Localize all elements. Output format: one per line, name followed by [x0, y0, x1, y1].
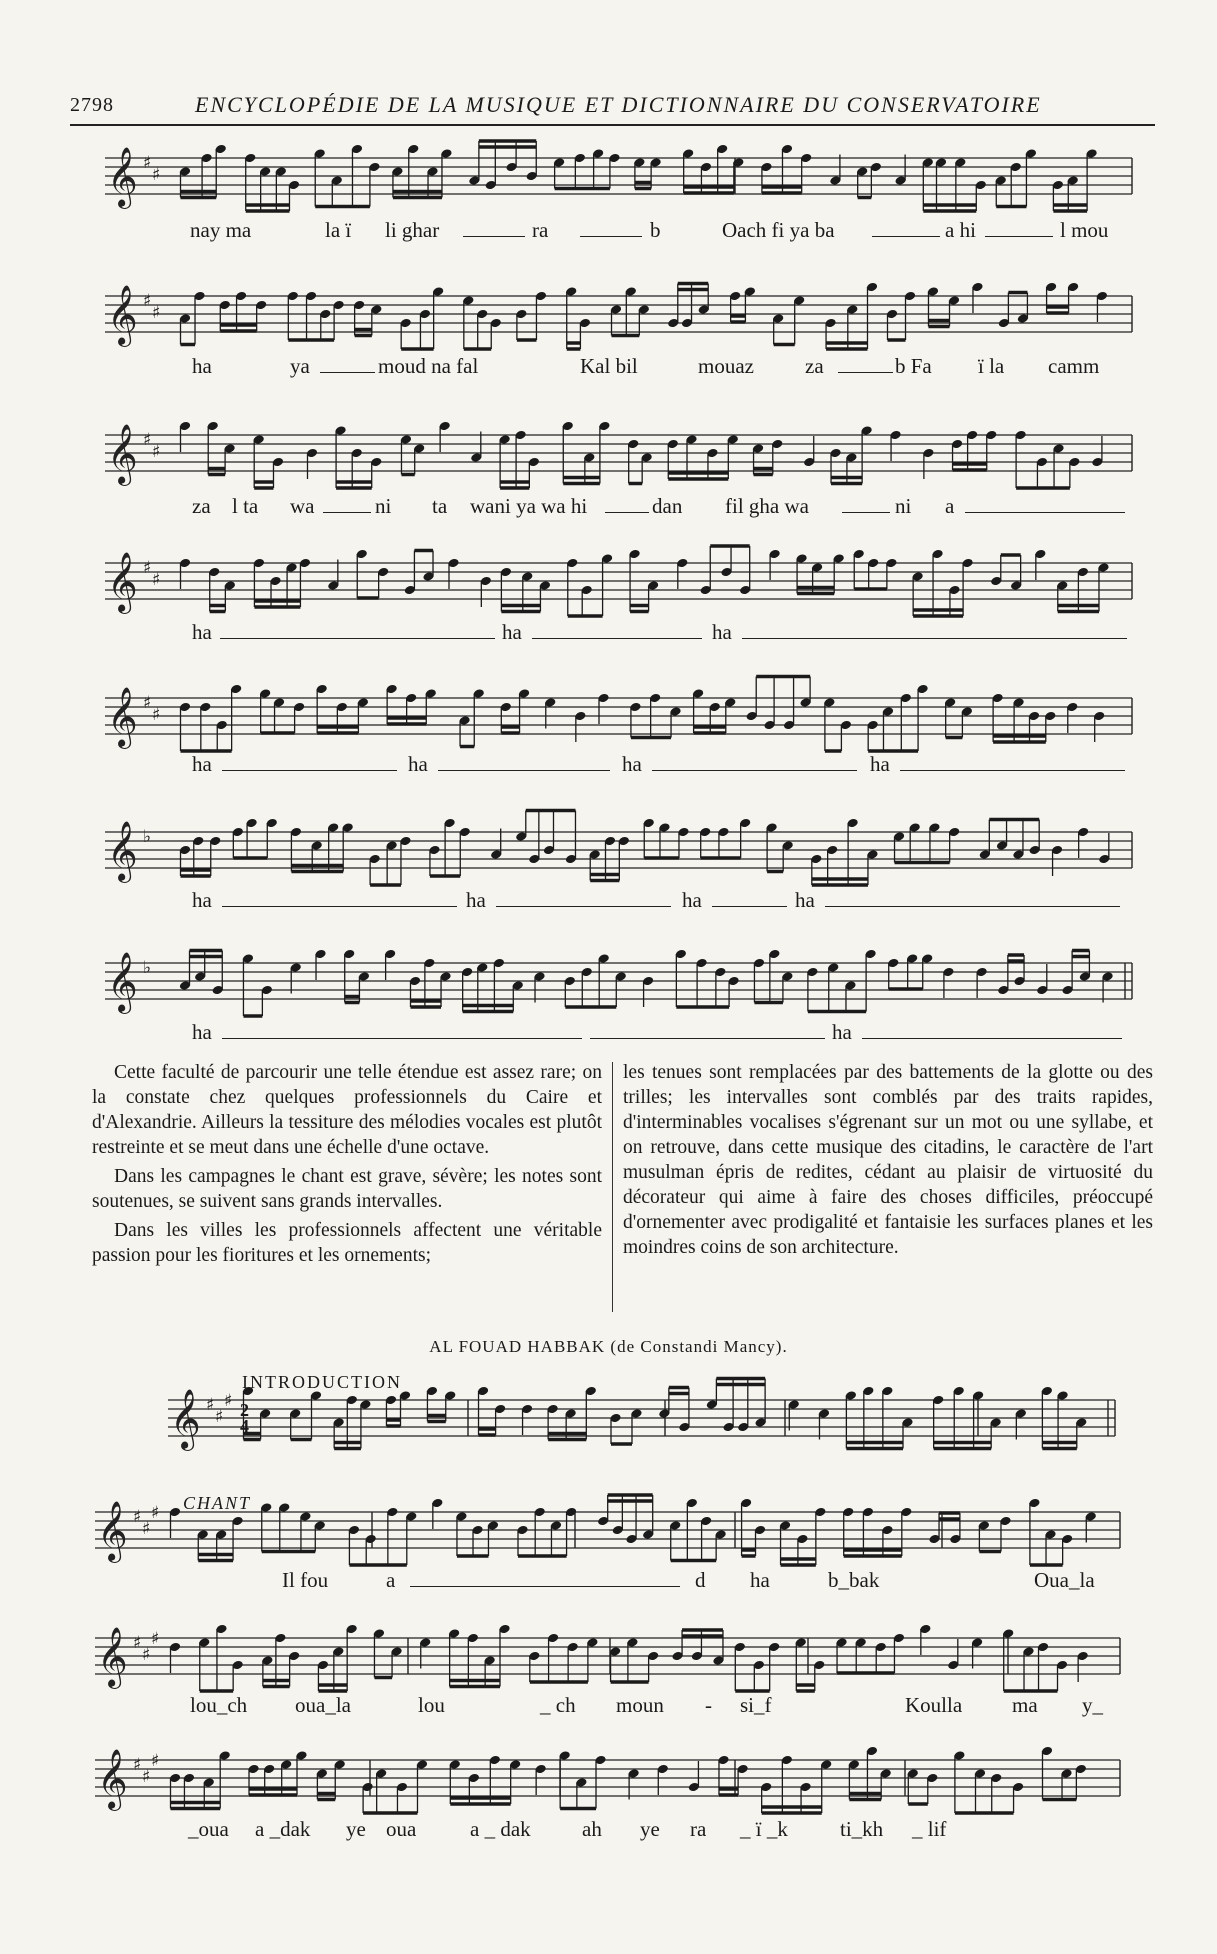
lyric: li ghar — [385, 218, 440, 242]
lyric: _oua — [188, 1817, 229, 1841]
lyric: _ ï _k — [740, 1817, 788, 1841]
lyric: moun — [616, 1693, 664, 1717]
key-accidental: ♭ — [143, 827, 152, 847]
lyric: Oua_la — [1034, 1568, 1095, 1592]
lyric: a _ dak — [470, 1817, 531, 1841]
lyric: Oach fi ya ba — [722, 218, 835, 242]
lyric: oua_la — [295, 1693, 351, 1717]
treble-clef: 𝄞 — [107, 687, 138, 747]
lyric: za — [192, 494, 211, 518]
lyric: ya — [290, 354, 310, 378]
lyric: za — [805, 354, 824, 378]
key-accidental: ♯ — [151, 1751, 160, 1771]
lyric: ni — [375, 494, 392, 518]
lyric: a hi — [945, 218, 976, 242]
lyric: ra — [532, 218, 549, 242]
lyric: wani ya wa hi — [470, 494, 588, 518]
lyric: nay ma — [190, 218, 252, 242]
key-accidental: ♯ — [142, 1519, 151, 1539]
lyric: ni — [895, 494, 912, 518]
key-accidental: ♯ — [142, 1767, 151, 1787]
piece-title: AL FOUAD HABBAK (de Constandi Mancy). — [429, 1337, 788, 1356]
lyric: ha — [466, 888, 486, 912]
key-accidental: ♯ — [206, 1395, 215, 1415]
lyric: ha — [192, 752, 212, 776]
treble-clef: 𝄞 — [97, 1627, 128, 1687]
key-accidental: ♯ — [224, 1391, 233, 1411]
key-accidental: ♯ — [143, 153, 152, 173]
treble-clef: 𝄞 — [97, 1749, 128, 1809]
running-title: ENCYCLOPÉDIE DE LA MUSIQUE ET DICTIONNAIRE DU CONSERVATOIRE — [195, 92, 1042, 117]
page-number: 2798 — [70, 94, 114, 116]
lyric: ha — [192, 888, 212, 912]
paragraph: Cette faculté de parcourir une telle étendue est assez rare; on la constate chez quelques professionnels du Caire et d'Alexandrie. Ailleurs la tessiture des mélodies vocales est plutôt restreinte et se meut dans une échelle d'une octave. — [92, 1062, 602, 1158]
lyric: l ta — [232, 494, 259, 518]
lyric: ha — [502, 620, 522, 644]
key-accidental: ♯ — [152, 165, 161, 185]
treble-clef: 𝄞 — [107, 424, 138, 484]
lyric: lou — [418, 1693, 445, 1717]
lyric: Kal bil — [580, 354, 638, 378]
key-accidental: ♯ — [152, 303, 161, 323]
lyric: dan — [652, 494, 683, 518]
lyric: ha — [795, 888, 815, 912]
lyric: fil gha wa — [725, 494, 809, 518]
lyric: d — [695, 1568, 706, 1592]
key-accidental: ♯ — [215, 1407, 224, 1427]
lyric: ha — [192, 1020, 212, 1044]
lyric: mouaz — [698, 354, 754, 378]
lyric: b — [650, 218, 661, 242]
paragraph: Dans les villes les professionnels affectent une véritable passion pour les fioritures et les ornements; — [92, 1220, 602, 1266]
lyric: ha — [192, 620, 212, 644]
key-accidental: ♭ — [143, 958, 152, 978]
lyric: si_f — [740, 1693, 772, 1717]
lyric: ah — [582, 1817, 602, 1841]
lyric: lou_ch — [190, 1693, 248, 1717]
key-accidental: ♯ — [143, 430, 152, 450]
key-accidental: ♯ — [152, 570, 161, 590]
key-accidental: ♯ — [143, 693, 152, 713]
treble-clef: 𝄞 — [170, 1389, 201, 1449]
treble-clef: 𝄞 — [107, 952, 138, 1012]
chant-label: CHANT — [183, 1493, 252, 1513]
lyric: moud na fal — [378, 354, 479, 378]
lyric: camm — [1048, 354, 1100, 378]
lyric: a — [386, 1568, 396, 1592]
lyric: b Fa — [895, 354, 932, 378]
lyric: ha — [622, 752, 642, 776]
time-signature-bottom: 4 — [240, 1416, 249, 1436]
lyric: - — [705, 1693, 712, 1717]
paragraph: les tenues sont remplacées par des battements de la glotte ou des trilles; les intervalles sont comblés par des traits rapides, d'interminables vocalises s'égrenant sur un mot ou une syllabe, et on retrouve, dans cette musique des citadins, le caractère de l'art musulman épris de redites, cédant au plaisir de virtuosité du décorateur qui aime à faire des choses difficiles, préoccupé d'ornementer avec prodigalité et fantaisie les surfaces planes et les moindres coins de son architecture. — [623, 1062, 1153, 1258]
key-accidental: ♯ — [133, 1755, 142, 1775]
lyric: ha — [682, 888, 702, 912]
key-accidental: ♯ — [143, 558, 152, 578]
lyric: ha — [870, 752, 890, 776]
lyric: ha — [712, 620, 732, 644]
introduction-label: INTRODUCTION — [242, 1372, 402, 1392]
key-accidental: ♯ — [143, 291, 152, 311]
lyric: _ lif — [912, 1817, 947, 1841]
lyric: ye — [346, 1817, 366, 1841]
lyric: a — [945, 494, 955, 518]
treble-clef: 𝄞 — [107, 147, 138, 207]
lyric: ra — [690, 1817, 707, 1841]
lyric: Koulla — [905, 1693, 963, 1717]
treble-clef: 𝄞 — [107, 552, 138, 612]
lyric: _ ch — [540, 1693, 576, 1717]
treble-clef: 𝄞 — [107, 821, 138, 881]
lyric: b_bak — [828, 1568, 880, 1592]
text-column-right — [623, 1060, 1153, 1264]
lyric: ta — [432, 494, 448, 518]
key-accidental: ♯ — [152, 705, 161, 725]
lyric: wa — [290, 494, 315, 518]
lyric: ha — [832, 1020, 852, 1044]
text-column-left — [92, 1060, 602, 1272]
column-divider — [612, 1062, 613, 1312]
paragraph: Dans les campagnes le chant est grave, sévère; les notes sont soutenues, se suivent sans grands intervalles. — [92, 1166, 602, 1212]
time-signature-top: 2 — [240, 1400, 249, 1420]
lyric: ma — [1012, 1693, 1038, 1717]
key-accidental: ♯ — [133, 1507, 142, 1527]
lyric: y_ — [1082, 1693, 1103, 1717]
lyric: ye — [640, 1817, 660, 1841]
treble-clef: 𝄞 — [97, 1501, 128, 1561]
lyric: a _dak — [255, 1817, 311, 1841]
key-accidental: ♯ — [151, 1629, 160, 1649]
key-accidental: ♯ — [142, 1645, 151, 1665]
key-accidental: ♯ — [152, 442, 161, 462]
lyric: ha — [750, 1568, 770, 1592]
lyric: ti_kh — [840, 1817, 884, 1841]
lyric: ha — [408, 752, 428, 776]
key-accidental: ♯ — [133, 1633, 142, 1653]
lyric: l mou — [1060, 218, 1109, 242]
treble-clef: 𝄞 — [107, 285, 138, 345]
lyric: oua — [386, 1817, 417, 1841]
lyric: la ï — [325, 218, 352, 242]
lyric: Il fou — [282, 1568, 329, 1592]
lyric: ï la — [978, 354, 1005, 378]
key-accidental: ♯ — [151, 1503, 160, 1523]
lyric: ha — [192, 354, 212, 378]
